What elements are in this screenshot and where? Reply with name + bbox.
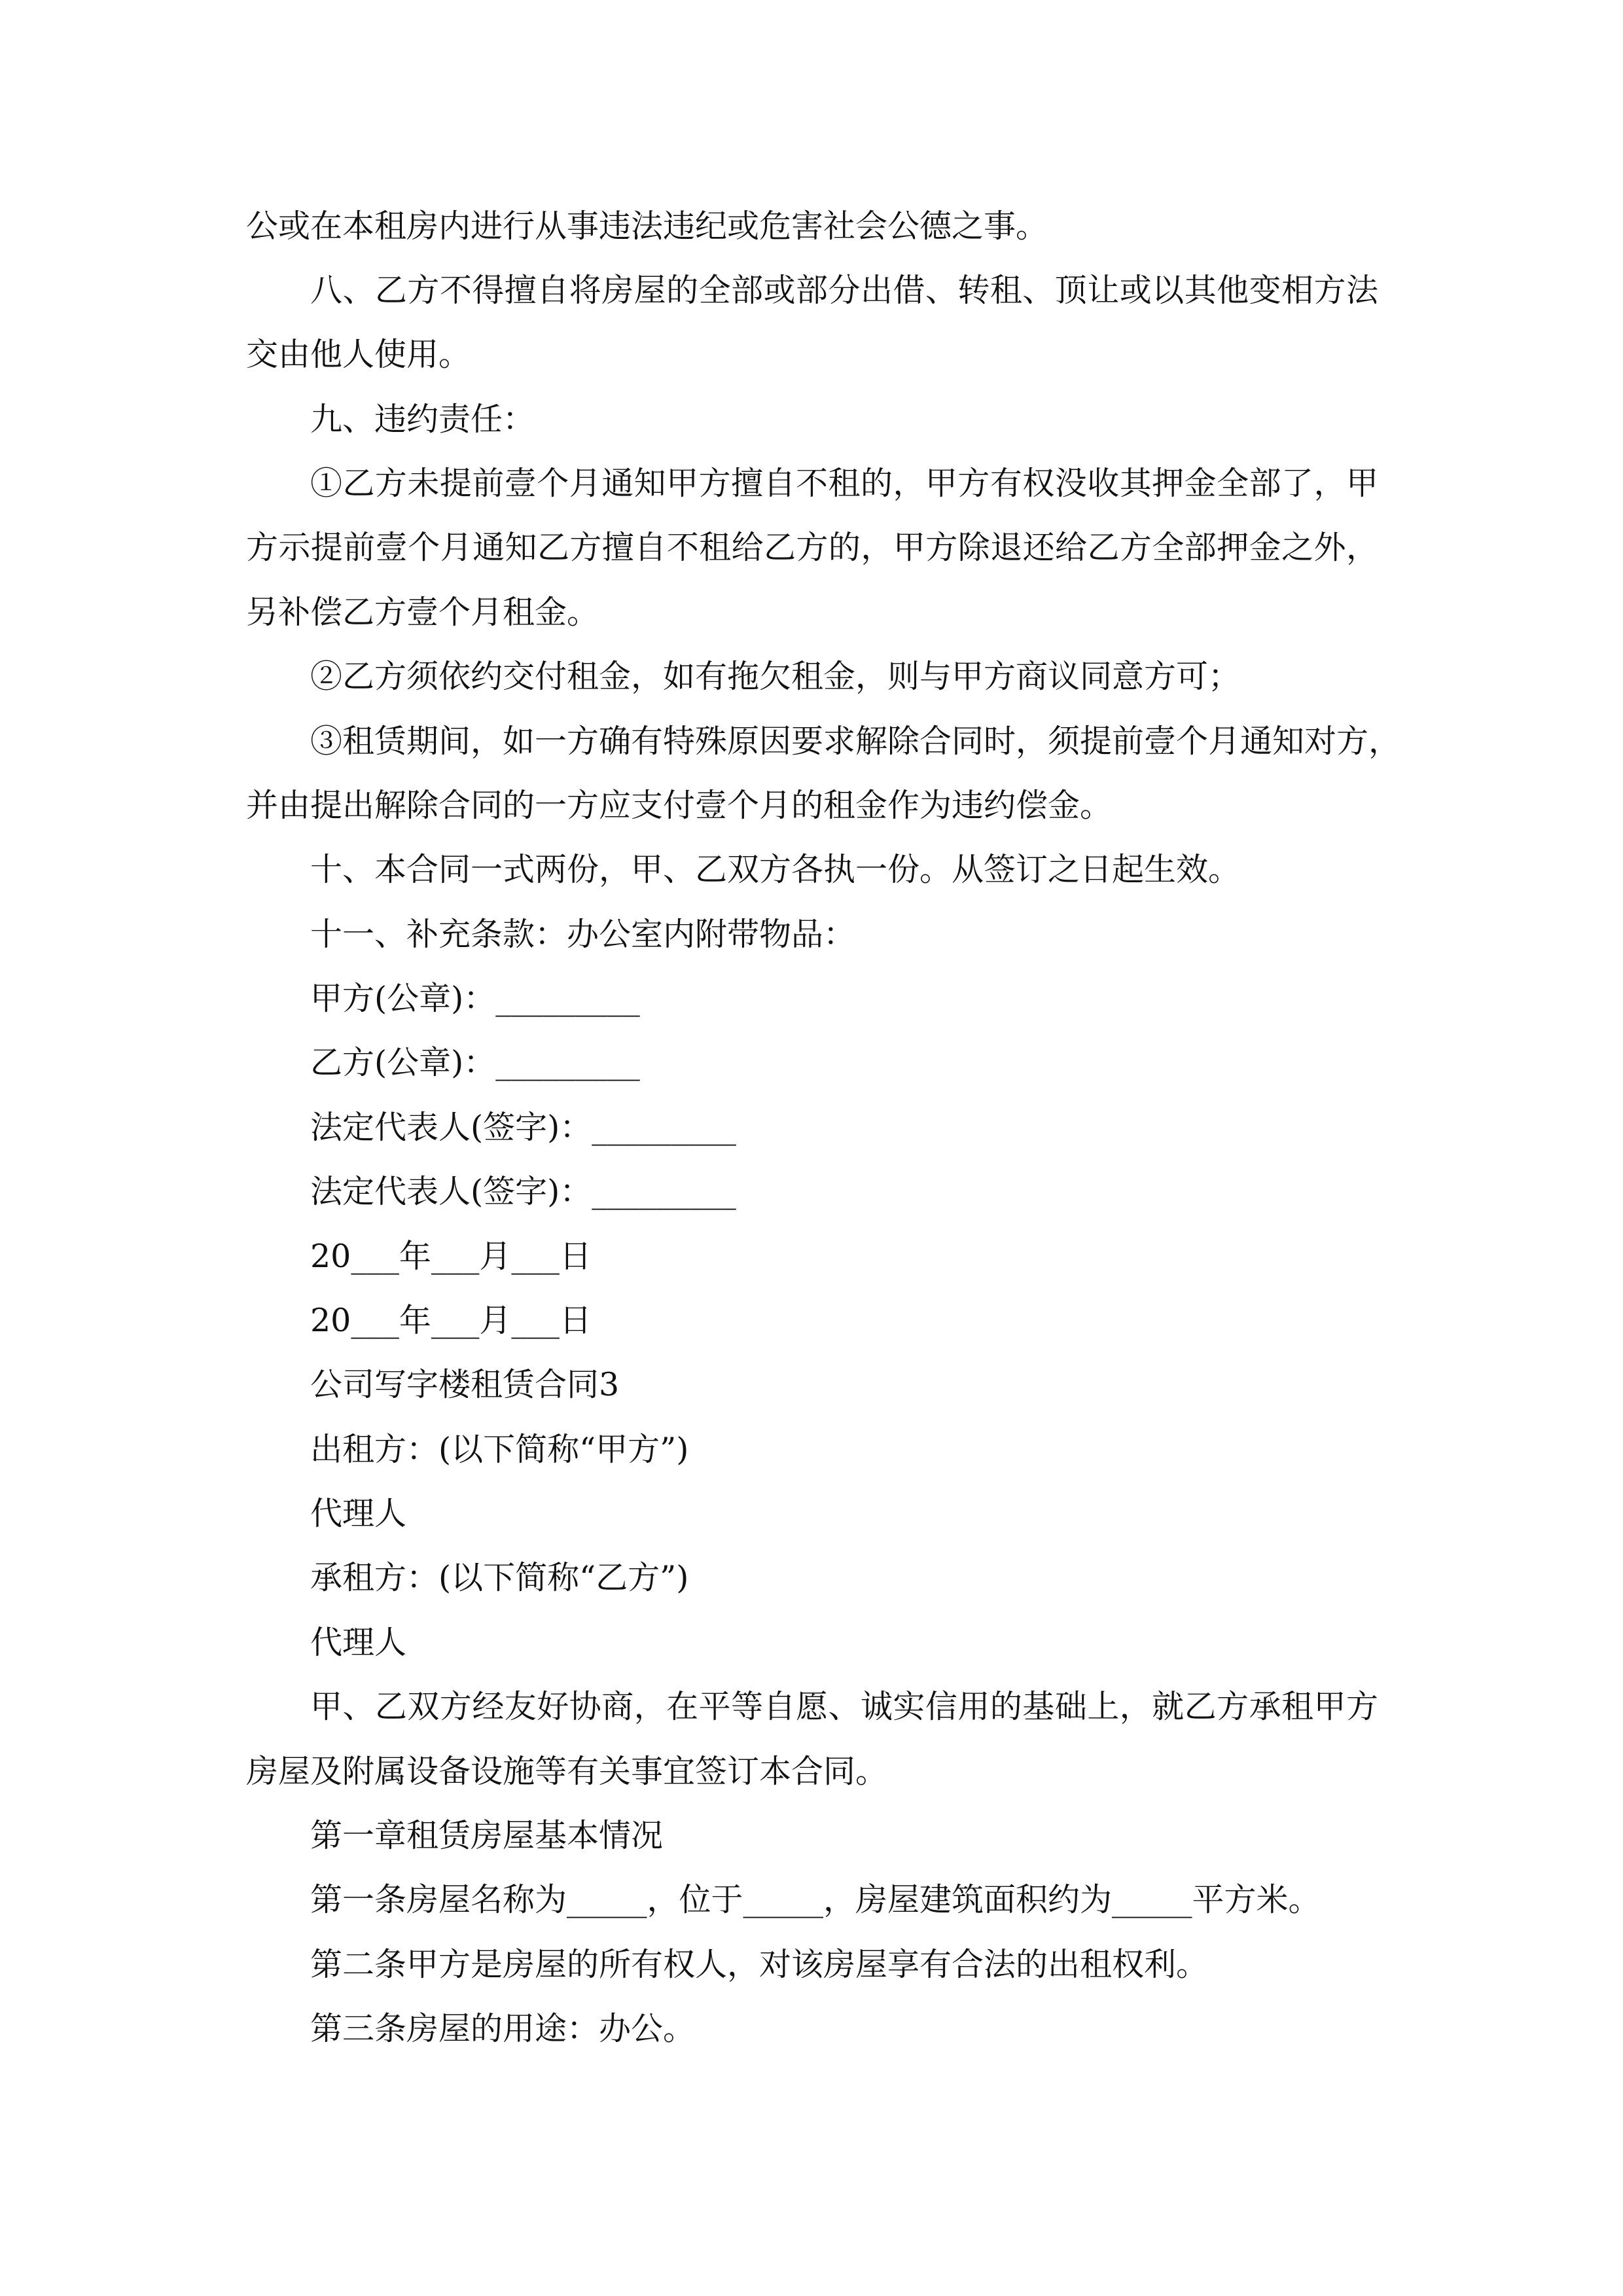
text-line: ③租赁期间，如一方确有特殊原因要求解除合同时，须提前壹个月通知对方，	[310, 723, 1401, 760]
section-heading: 九、违约责任：	[310, 401, 535, 438]
text-line: 另补偿乙方壹个月租金。	[246, 594, 599, 631]
date-line: 20___年___月___日	[310, 1302, 592, 1339]
text-line: ②乙方须依约交付租金，如有拖欠租金，则与甲方商议同意方可；	[310, 658, 1241, 695]
date-line: 20___年___月___日	[310, 1238, 592, 1275]
signature-line: 甲方(公章)：_________	[310, 980, 640, 1017]
text-line: 代理人	[310, 1495, 407, 1532]
chapter-heading: 第一章租赁房屋基本情况	[310, 1817, 664, 1854]
text-line: 房屋及附属设备设施等有关事宜签订本合同。	[246, 1753, 888, 1790]
text-line: 方示提前壹个月通知乙方擅自不租给乙方的，甲方除退还给乙方全部押金之外，	[246, 529, 1378, 566]
signature-line: 法定代表人(签字)：_________	[310, 1109, 736, 1146]
text-line: ①乙方未提前壹个月通知甲方擅自不租的，甲方有权没收其押金全部了，甲	[310, 465, 1378, 502]
text-line: 第二条甲方是房屋的所有权人，对该房屋享有合法的出租权利。	[310, 1946, 1209, 1983]
text-line: 十一、补充条款：办公室内附带物品：	[310, 916, 856, 953]
text-line: 并由提出解除合同的一方应支付壹个月的租金作为违约偿金。	[246, 787, 1113, 824]
text-line: 甲、乙双方经友好协商，在平等自愿、诚实信用的基础上，就乙方承租甲方	[310, 1688, 1378, 1725]
text-line: 交由他人使用。	[246, 336, 471, 373]
signature-line: 乙方(公章)：_________	[310, 1044, 640, 1081]
text-line: 十、本合同一式两份，甲、乙双方各执一份。从签订之日起生效。	[310, 851, 1241, 888]
text-line: 承租方：(以下简称“乙方”)	[310, 1559, 689, 1596]
text-line: 第三条房屋的用途：办公。	[310, 2010, 696, 2047]
document-title: 公司写字楼租赁合同3	[310, 1366, 620, 1403]
text-line: 第一条房屋名称为_____，位于_____，房屋建筑面积约为_____平方米。	[310, 1881, 1321, 1918]
signature-line: 法定代表人(签字)：_________	[310, 1173, 736, 1210]
text-line: 公或在本租房内进行从事违法违纪或危害社会公德之事。	[246, 207, 1048, 245]
text-line: 代理人	[310, 1624, 407, 1661]
text-line: 八、乙方不得擅自将房屋的全部或部分出借、转租、顶让或以其他变相方法	[310, 272, 1378, 309]
text-line: 出租方：(以下简称“甲方”)	[310, 1431, 689, 1468]
